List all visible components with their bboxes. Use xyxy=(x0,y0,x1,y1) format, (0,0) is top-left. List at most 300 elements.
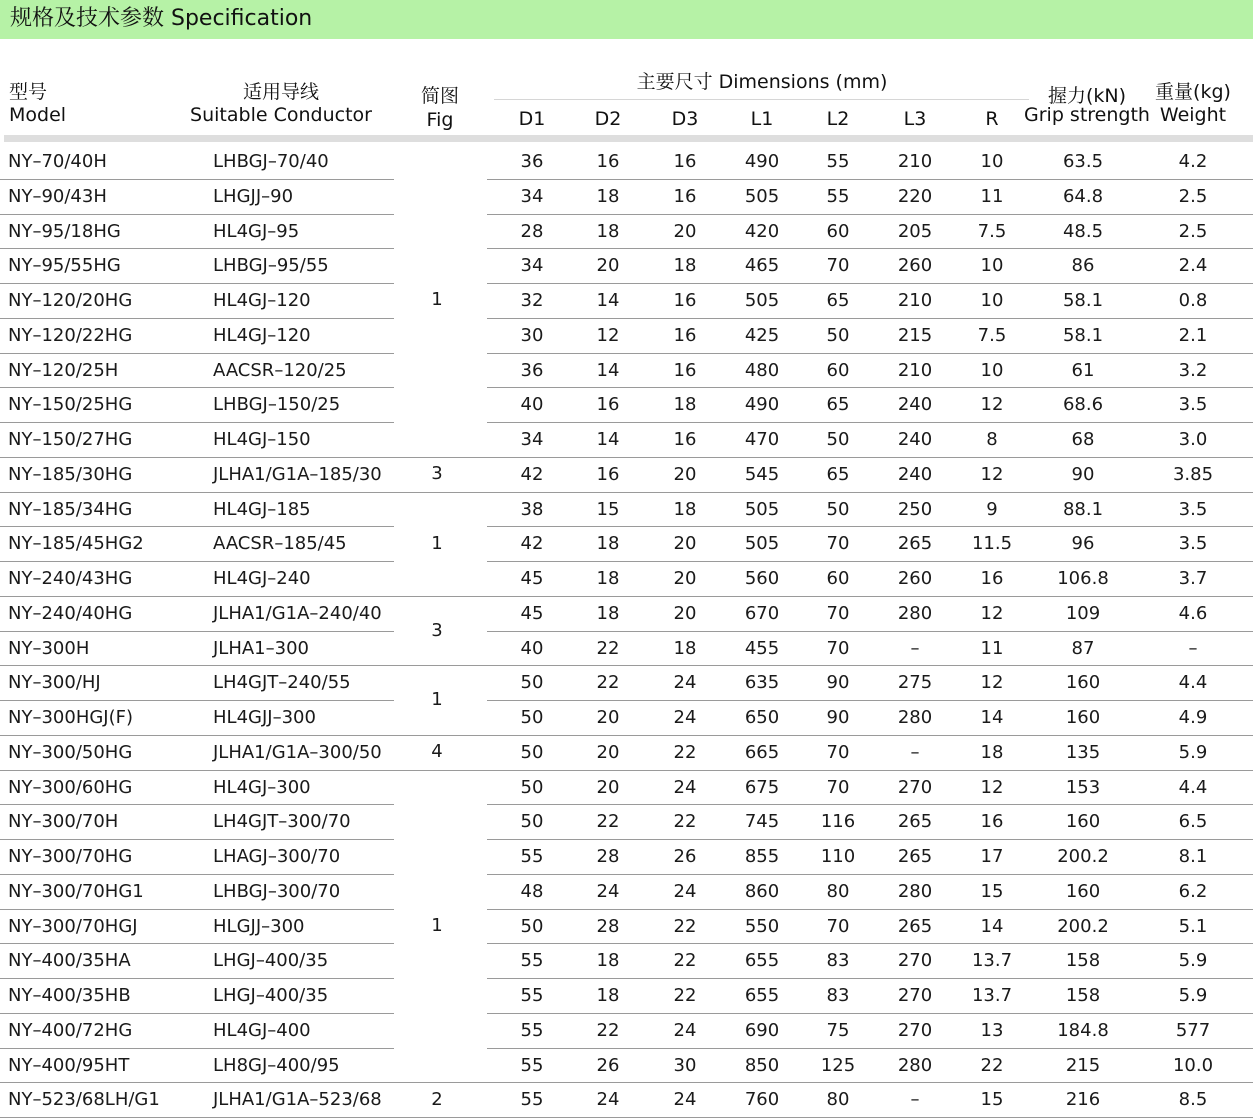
cell-grip: 200.2 xyxy=(1057,846,1109,867)
cell-l1: 745 xyxy=(744,811,780,833)
cell-weight: 3.5 xyxy=(1178,394,1208,416)
cell-l3: 265 xyxy=(897,533,933,555)
cell-r: 10 xyxy=(980,151,1004,172)
header-d3: D3 xyxy=(671,108,699,130)
cell-conductor: LH8GJ–400/95 xyxy=(213,1054,340,1076)
cell-l1: 655 xyxy=(744,985,780,1006)
cell-d2: 18 xyxy=(596,220,620,242)
header-conductor-en: Suitable Conductor xyxy=(190,104,372,126)
cell-conductor: JLHA1/G1A–523/68 xyxy=(213,1089,382,1111)
cell-r: 8 xyxy=(986,429,998,450)
cell-l3: 240 xyxy=(897,463,933,485)
table-row xyxy=(0,423,1253,458)
cell-model: NY–240/43HG xyxy=(8,568,133,589)
cell-l2: 116 xyxy=(820,811,856,833)
cell-l1: 850 xyxy=(744,1054,780,1076)
cell-weight: 2.1 xyxy=(1178,324,1208,346)
table-row xyxy=(0,840,1253,875)
cell-grip: 86 xyxy=(1071,255,1095,277)
header-weight-en: Weight xyxy=(1159,104,1227,126)
cell-l3: – xyxy=(910,1089,920,1111)
cell-r: 13 xyxy=(980,1019,1004,1041)
cell-grip: 160 xyxy=(1065,672,1101,694)
cell-l1: 860 xyxy=(744,880,780,902)
cell-d1: 34 xyxy=(520,429,544,450)
cell-d2: 20 xyxy=(596,707,620,728)
cell-weight: – xyxy=(1188,637,1198,659)
cell-conductor: LHGJ–400/35 xyxy=(213,950,329,972)
header-r: R xyxy=(985,108,999,130)
cell-d2: 15 xyxy=(596,498,620,520)
cell-d1: 50 xyxy=(520,741,544,763)
cell-d3: 22 xyxy=(673,811,697,833)
table-row xyxy=(0,736,1253,771)
cell-grip: 153 xyxy=(1065,776,1101,798)
cell-d2: 12 xyxy=(596,324,620,346)
header-l3: L3 xyxy=(903,108,927,130)
cell-l2: 75 xyxy=(826,1019,850,1041)
cell-l3: 215 xyxy=(897,324,933,346)
cell-r: 10 xyxy=(980,255,1004,277)
cell-conductor: HL4GJ–185 xyxy=(213,498,311,520)
cell-d3: 16 xyxy=(673,324,697,346)
cell-r: 12 xyxy=(980,672,1004,694)
cell-model: NY–300H xyxy=(8,637,90,659)
cell-d3: 20 xyxy=(673,463,697,485)
cell-l2: 83 xyxy=(826,985,850,1006)
cell-grip: 63.5 xyxy=(1062,151,1104,172)
cell-conductor: HL4GJ–300 xyxy=(213,776,311,798)
cell-weight: 2.4 xyxy=(1178,255,1208,277)
cell-conductor: LHGJJ–90 xyxy=(213,185,294,207)
cell-d2: 26 xyxy=(596,1054,620,1076)
cell-fig: 1 xyxy=(431,289,443,311)
cell-l3: 240 xyxy=(897,429,933,450)
cell-conductor: AACSR–120/25 xyxy=(213,359,347,381)
cell-l3: 265 xyxy=(897,811,933,833)
cell-d1: 34 xyxy=(520,255,544,277)
cell-d1: 50 xyxy=(520,707,544,728)
cell-l1: 855 xyxy=(744,846,780,867)
cell-conductor: LH4GJT–240/55 xyxy=(213,672,351,694)
cell-d3: 18 xyxy=(673,498,697,520)
cell-r: 15 xyxy=(980,880,1004,902)
cell-l3: 210 xyxy=(897,359,933,381)
cell-conductor: JLHA1/G1A–185/30 xyxy=(213,463,382,485)
cell-weight: 3.7 xyxy=(1178,568,1208,589)
cell-r: 14 xyxy=(980,707,1004,728)
cell-weight: 3.5 xyxy=(1178,498,1208,520)
cell-weight: 8.1 xyxy=(1178,846,1208,867)
cell-l2: 90 xyxy=(826,672,850,694)
cell-d2: 22 xyxy=(596,811,620,833)
cell-weight: 5.1 xyxy=(1178,915,1208,937)
cell-d1: 32 xyxy=(520,290,544,311)
header-grip-cn: 握力(kN) xyxy=(1047,85,1127,107)
cell-weight: 6.5 xyxy=(1178,811,1208,833)
cell-model: NY–400/35HB xyxy=(8,985,131,1006)
cell-d3: 16 xyxy=(673,359,697,381)
table-row xyxy=(0,527,1253,562)
cell-l2: 60 xyxy=(826,359,850,381)
cell-weight: 5.9 xyxy=(1178,985,1208,1006)
dimensions-underline xyxy=(494,99,1029,100)
cell-r: 9 xyxy=(986,498,998,520)
cell-d1: 36 xyxy=(520,359,544,381)
cell-r: 18 xyxy=(980,741,1004,763)
cell-d2: 18 xyxy=(596,950,620,972)
cell-l1: 545 xyxy=(744,463,780,485)
cell-model: NY–300/60HG xyxy=(8,776,133,798)
cell-d2: 20 xyxy=(596,741,620,763)
cell-weight: 4.9 xyxy=(1178,707,1208,728)
header-model-en: Model xyxy=(9,104,67,126)
cell-l1: 650 xyxy=(744,707,780,728)
cell-l2: 50 xyxy=(826,324,850,346)
table-row xyxy=(0,284,1253,319)
cell-l1: 480 xyxy=(744,359,780,381)
cell-l1: 655 xyxy=(744,950,780,972)
cell-weight: 577 xyxy=(1175,1019,1211,1041)
cell-grip: 90 xyxy=(1071,463,1095,485)
cell-l2: 125 xyxy=(820,1054,856,1076)
header-fig-cn: 简图 xyxy=(420,85,460,107)
cell-l3: – xyxy=(910,637,920,659)
header-weight-cn: 重量(kg) xyxy=(1155,81,1231,103)
cell-l2: 70 xyxy=(826,255,850,277)
cell-conductor: LHAGJ–300/70 xyxy=(213,846,341,867)
cell-d2: 22 xyxy=(596,1019,620,1041)
cell-d2: 16 xyxy=(596,463,620,485)
cell-d3: 22 xyxy=(673,741,697,763)
cell-d2: 18 xyxy=(596,533,620,555)
cell-model: NY–120/22HG xyxy=(8,324,133,346)
cell-l2: 55 xyxy=(826,185,850,207)
cell-l2: 70 xyxy=(826,915,850,937)
cell-l1: 505 xyxy=(744,185,780,207)
cell-l1: 670 xyxy=(744,602,780,624)
cell-r: 7.5 xyxy=(977,324,1007,346)
cell-r: 12 xyxy=(980,602,1004,624)
cell-weight: 8.5 xyxy=(1178,1089,1208,1111)
cell-model: NY–300/70H xyxy=(8,811,119,833)
cell-conductor: JLHA1/G1A–240/40 xyxy=(213,602,382,624)
cell-weight: 3.85 xyxy=(1172,463,1214,485)
cell-l3: 260 xyxy=(897,255,933,277)
cell-grip: 88.1 xyxy=(1062,498,1104,520)
cell-l2: 110 xyxy=(820,846,856,867)
cell-d3: 18 xyxy=(673,255,697,277)
cell-d2: 14 xyxy=(596,429,620,450)
cell-model: NY–120/20HG xyxy=(8,290,133,311)
cell-r: 22 xyxy=(980,1054,1004,1076)
cell-l2: 65 xyxy=(826,463,850,485)
cell-d3: 20 xyxy=(673,568,697,589)
cell-weight: 0.8 xyxy=(1178,290,1208,311)
cell-fig: 1 xyxy=(431,532,443,554)
cell-fig: 3 xyxy=(431,463,443,485)
cell-d1: 28 xyxy=(520,220,544,242)
table-row xyxy=(0,597,1253,632)
cell-d3: 20 xyxy=(673,220,697,242)
table-row xyxy=(0,1049,1253,1084)
cell-weight: 3.2 xyxy=(1178,359,1208,381)
cell-model: NY–300HGJ(F) xyxy=(8,707,134,728)
cell-weight: 6.2 xyxy=(1178,880,1208,902)
table-row xyxy=(0,805,1253,840)
table-row xyxy=(0,493,1253,528)
cell-r: 10 xyxy=(980,290,1004,311)
page-title: 规格及技术参数 Specification xyxy=(10,6,313,31)
cell-r: 16 xyxy=(980,811,1004,833)
cell-model: NY–90/43H xyxy=(8,185,107,207)
cell-grip: 106.8 xyxy=(1057,568,1109,589)
table-row xyxy=(0,1014,1253,1049)
title-banner xyxy=(0,0,1253,39)
cell-l2: 70 xyxy=(826,637,850,659)
cell-conductor: LHGJ–400/35 xyxy=(213,985,329,1006)
cell-l3: 280 xyxy=(897,707,933,728)
cell-l3: 210 xyxy=(897,290,933,311)
cell-r: 17 xyxy=(980,846,1004,867)
cell-model: NY–95/55HG xyxy=(8,255,121,277)
cell-d2: 18 xyxy=(596,185,620,207)
cell-r: 12 xyxy=(980,776,1004,798)
cell-r: 13.7 xyxy=(971,950,1013,972)
cell-weight: 4.4 xyxy=(1178,672,1208,694)
cell-l1: 560 xyxy=(744,568,780,589)
cell-d3: 22 xyxy=(673,915,697,937)
cell-l3: 280 xyxy=(897,880,933,902)
cell-l1: 425 xyxy=(744,324,780,346)
cell-model: NY–150/27HG xyxy=(8,429,133,450)
cell-conductor: JLHA1–300 xyxy=(213,637,309,659)
table-row xyxy=(0,875,1253,910)
cell-d1: 50 xyxy=(520,672,544,694)
cell-r: 7.5 xyxy=(977,220,1007,242)
cell-weight: 5.9 xyxy=(1178,741,1208,763)
cell-l3: 265 xyxy=(897,846,933,867)
table-row xyxy=(0,319,1253,354)
cell-l3: 205 xyxy=(897,220,933,242)
cell-d1: 45 xyxy=(520,602,544,624)
cell-d1: 45 xyxy=(520,568,544,589)
cell-grip: 109 xyxy=(1065,602,1101,624)
cell-r: 13.7 xyxy=(971,985,1013,1006)
cell-l2: 55 xyxy=(826,151,850,172)
cell-d3: 18 xyxy=(673,394,697,416)
cell-grip: 135 xyxy=(1065,741,1101,763)
header-dimensions: 主要尺寸 Dimensions (mm) xyxy=(636,71,888,93)
cell-model: NY–400/72HG xyxy=(8,1019,133,1041)
cell-model: NY–70/40H xyxy=(8,151,107,172)
cell-r: 12 xyxy=(980,463,1004,485)
cell-model: NY–523/68LH/G1 xyxy=(8,1089,160,1111)
cell-d3: 18 xyxy=(673,637,697,659)
cell-conductor: HLGJJ–300 xyxy=(213,915,305,937)
cell-l1: 760 xyxy=(744,1089,780,1111)
cell-l3: 280 xyxy=(897,1054,933,1076)
cell-r: 10 xyxy=(980,359,1004,381)
header-conductor-cn: 适用导线 xyxy=(242,81,320,103)
cell-grip: 96 xyxy=(1071,533,1095,555)
cell-model: NY–120/25H xyxy=(8,359,119,381)
cell-conductor: HL4GJ–120 xyxy=(213,324,311,346)
cell-d3: 24 xyxy=(673,707,697,728)
cell-grip: 200.2 xyxy=(1057,915,1109,937)
header-separator xyxy=(4,135,1253,142)
cell-conductor: LHBGJ–150/25 xyxy=(213,394,341,416)
cell-model: NY–185/30HG xyxy=(8,463,133,485)
cell-l3: 220 xyxy=(897,185,933,207)
cell-conductor: LHBGJ–95/55 xyxy=(213,255,329,277)
cell-d3: 24 xyxy=(673,880,697,902)
cell-r: 11.5 xyxy=(971,533,1013,555)
cell-r: 15 xyxy=(980,1089,1004,1111)
cell-d1: 42 xyxy=(520,463,544,485)
cell-conductor: HL4GJ–150 xyxy=(213,429,311,450)
cell-l1: 665 xyxy=(744,741,780,763)
header-d2: D2 xyxy=(594,108,622,130)
cell-l1: 505 xyxy=(744,498,780,520)
cell-d2: 28 xyxy=(596,846,620,867)
cell-model: NY–185/34HG xyxy=(8,498,133,520)
cell-weight: 4.6 xyxy=(1178,602,1208,624)
cell-d2: 16 xyxy=(596,394,620,416)
cell-l3: 265 xyxy=(897,915,933,937)
cell-grip: 184.8 xyxy=(1057,1019,1109,1041)
cell-d1: 55 xyxy=(520,985,544,1006)
cell-l1: 505 xyxy=(744,533,780,555)
cell-d1: 50 xyxy=(520,915,544,937)
header-d1: D1 xyxy=(518,108,546,130)
cell-fig: 1 xyxy=(431,689,443,710)
cell-d2: 18 xyxy=(596,602,620,624)
cell-l2: 50 xyxy=(826,429,850,450)
cell-d1: 34 xyxy=(520,185,544,207)
table-row xyxy=(0,215,1253,250)
cell-l1: 490 xyxy=(744,151,780,172)
cell-model: NY–300/70HG xyxy=(8,846,133,867)
table-row xyxy=(0,249,1253,284)
cell-weight: 5.9 xyxy=(1178,950,1208,972)
table-row xyxy=(0,910,1253,945)
cell-d3: 24 xyxy=(673,672,697,694)
cell-conductor: HL4GJ–120 xyxy=(213,290,311,311)
cell-conductor: HL4GJJ–300 xyxy=(213,707,316,728)
cell-l2: 83 xyxy=(826,950,850,972)
cell-d1: 30 xyxy=(520,324,544,346)
cell-r: 11 xyxy=(980,185,1004,207)
cell-r: 14 xyxy=(980,915,1004,937)
cell-d3: 16 xyxy=(673,290,697,311)
cell-d3: 24 xyxy=(673,1089,697,1111)
cell-l3: 270 xyxy=(897,950,933,972)
cell-d2: 24 xyxy=(596,1089,620,1111)
cell-weight: 2.5 xyxy=(1178,220,1208,242)
cell-l1: 550 xyxy=(744,915,780,937)
cell-d1: 48 xyxy=(520,880,544,902)
cell-grip: 64.8 xyxy=(1062,185,1104,207)
cell-conductor: HL4GJ–240 xyxy=(213,568,311,589)
cell-l2: 80 xyxy=(826,1089,850,1111)
cell-l1: 635 xyxy=(744,672,780,694)
cell-model: NY–300/HJ xyxy=(8,672,101,694)
cell-grip: 216 xyxy=(1065,1089,1101,1111)
table-row xyxy=(0,771,1253,806)
cell-model: NY–185/45HG2 xyxy=(8,533,144,555)
header-model-cn: 型号 xyxy=(9,81,48,103)
cell-model: NY–240/40HG xyxy=(8,602,133,624)
cell-fig: 1 xyxy=(431,914,443,936)
cell-d3: 22 xyxy=(673,985,697,1006)
cell-l2: 60 xyxy=(826,220,850,242)
cell-l1: 505 xyxy=(744,290,780,311)
cell-model: NY–300/50HG xyxy=(8,741,133,763)
cell-d3: 16 xyxy=(673,429,697,450)
cell-weight: 3.0 xyxy=(1178,429,1208,450)
cell-d2: 20 xyxy=(596,776,620,798)
cell-conductor: LHBGJ–300/70 xyxy=(213,880,341,902)
cell-l3: 270 xyxy=(897,985,933,1006)
cell-grip: 68.6 xyxy=(1062,394,1104,416)
table-row xyxy=(0,562,1253,597)
cell-l3: 240 xyxy=(897,394,933,416)
cell-fig: 3 xyxy=(431,619,443,641)
cell-weight: 3.5 xyxy=(1178,533,1208,555)
cell-fig: 4 xyxy=(431,741,443,763)
cell-weight: 10.0 xyxy=(1172,1054,1214,1076)
cell-d2: 14 xyxy=(596,359,620,381)
cell-d3: 24 xyxy=(673,1019,697,1041)
cell-d2: 14 xyxy=(596,290,620,311)
table-row xyxy=(0,979,1253,1014)
cell-r: 12 xyxy=(980,394,1004,416)
cell-d3: 16 xyxy=(673,151,697,172)
cell-d1: 42 xyxy=(520,533,544,555)
cell-l2: 65 xyxy=(826,394,850,416)
header-l1: L1 xyxy=(750,108,774,130)
cell-l2: 60 xyxy=(826,568,850,589)
cell-d2: 22 xyxy=(596,672,620,694)
cell-d1: 50 xyxy=(520,811,544,833)
cell-r: 11 xyxy=(980,637,1004,659)
table-row xyxy=(0,944,1253,979)
cell-fig: 2 xyxy=(431,1088,443,1110)
cell-grip: 61 xyxy=(1071,359,1095,381)
cell-conductor: LHBGJ–70/40 xyxy=(213,151,329,172)
cell-l3: 280 xyxy=(897,602,933,624)
cell-d3: 22 xyxy=(673,950,697,972)
cell-d1: 55 xyxy=(520,1054,544,1076)
cell-l2: 90 xyxy=(826,707,850,728)
table-row xyxy=(0,388,1253,423)
cell-l3: 210 xyxy=(897,151,933,172)
cell-l1: 455 xyxy=(744,637,780,659)
cell-grip: 87 xyxy=(1071,637,1095,659)
cell-l3: 270 xyxy=(897,1019,933,1041)
cell-d1: 40 xyxy=(520,394,544,416)
cell-l1: 470 xyxy=(744,429,780,450)
cell-d2: 20 xyxy=(596,255,620,277)
cell-conductor: HL4GJ–95 xyxy=(213,220,300,242)
cell-model: NY–300/70HG1 xyxy=(8,880,144,902)
cell-d2: 18 xyxy=(596,985,620,1006)
table-row xyxy=(0,1083,1253,1118)
cell-d3: 20 xyxy=(673,602,697,624)
cell-l3: 270 xyxy=(897,776,933,798)
cell-d2: 16 xyxy=(596,151,620,172)
